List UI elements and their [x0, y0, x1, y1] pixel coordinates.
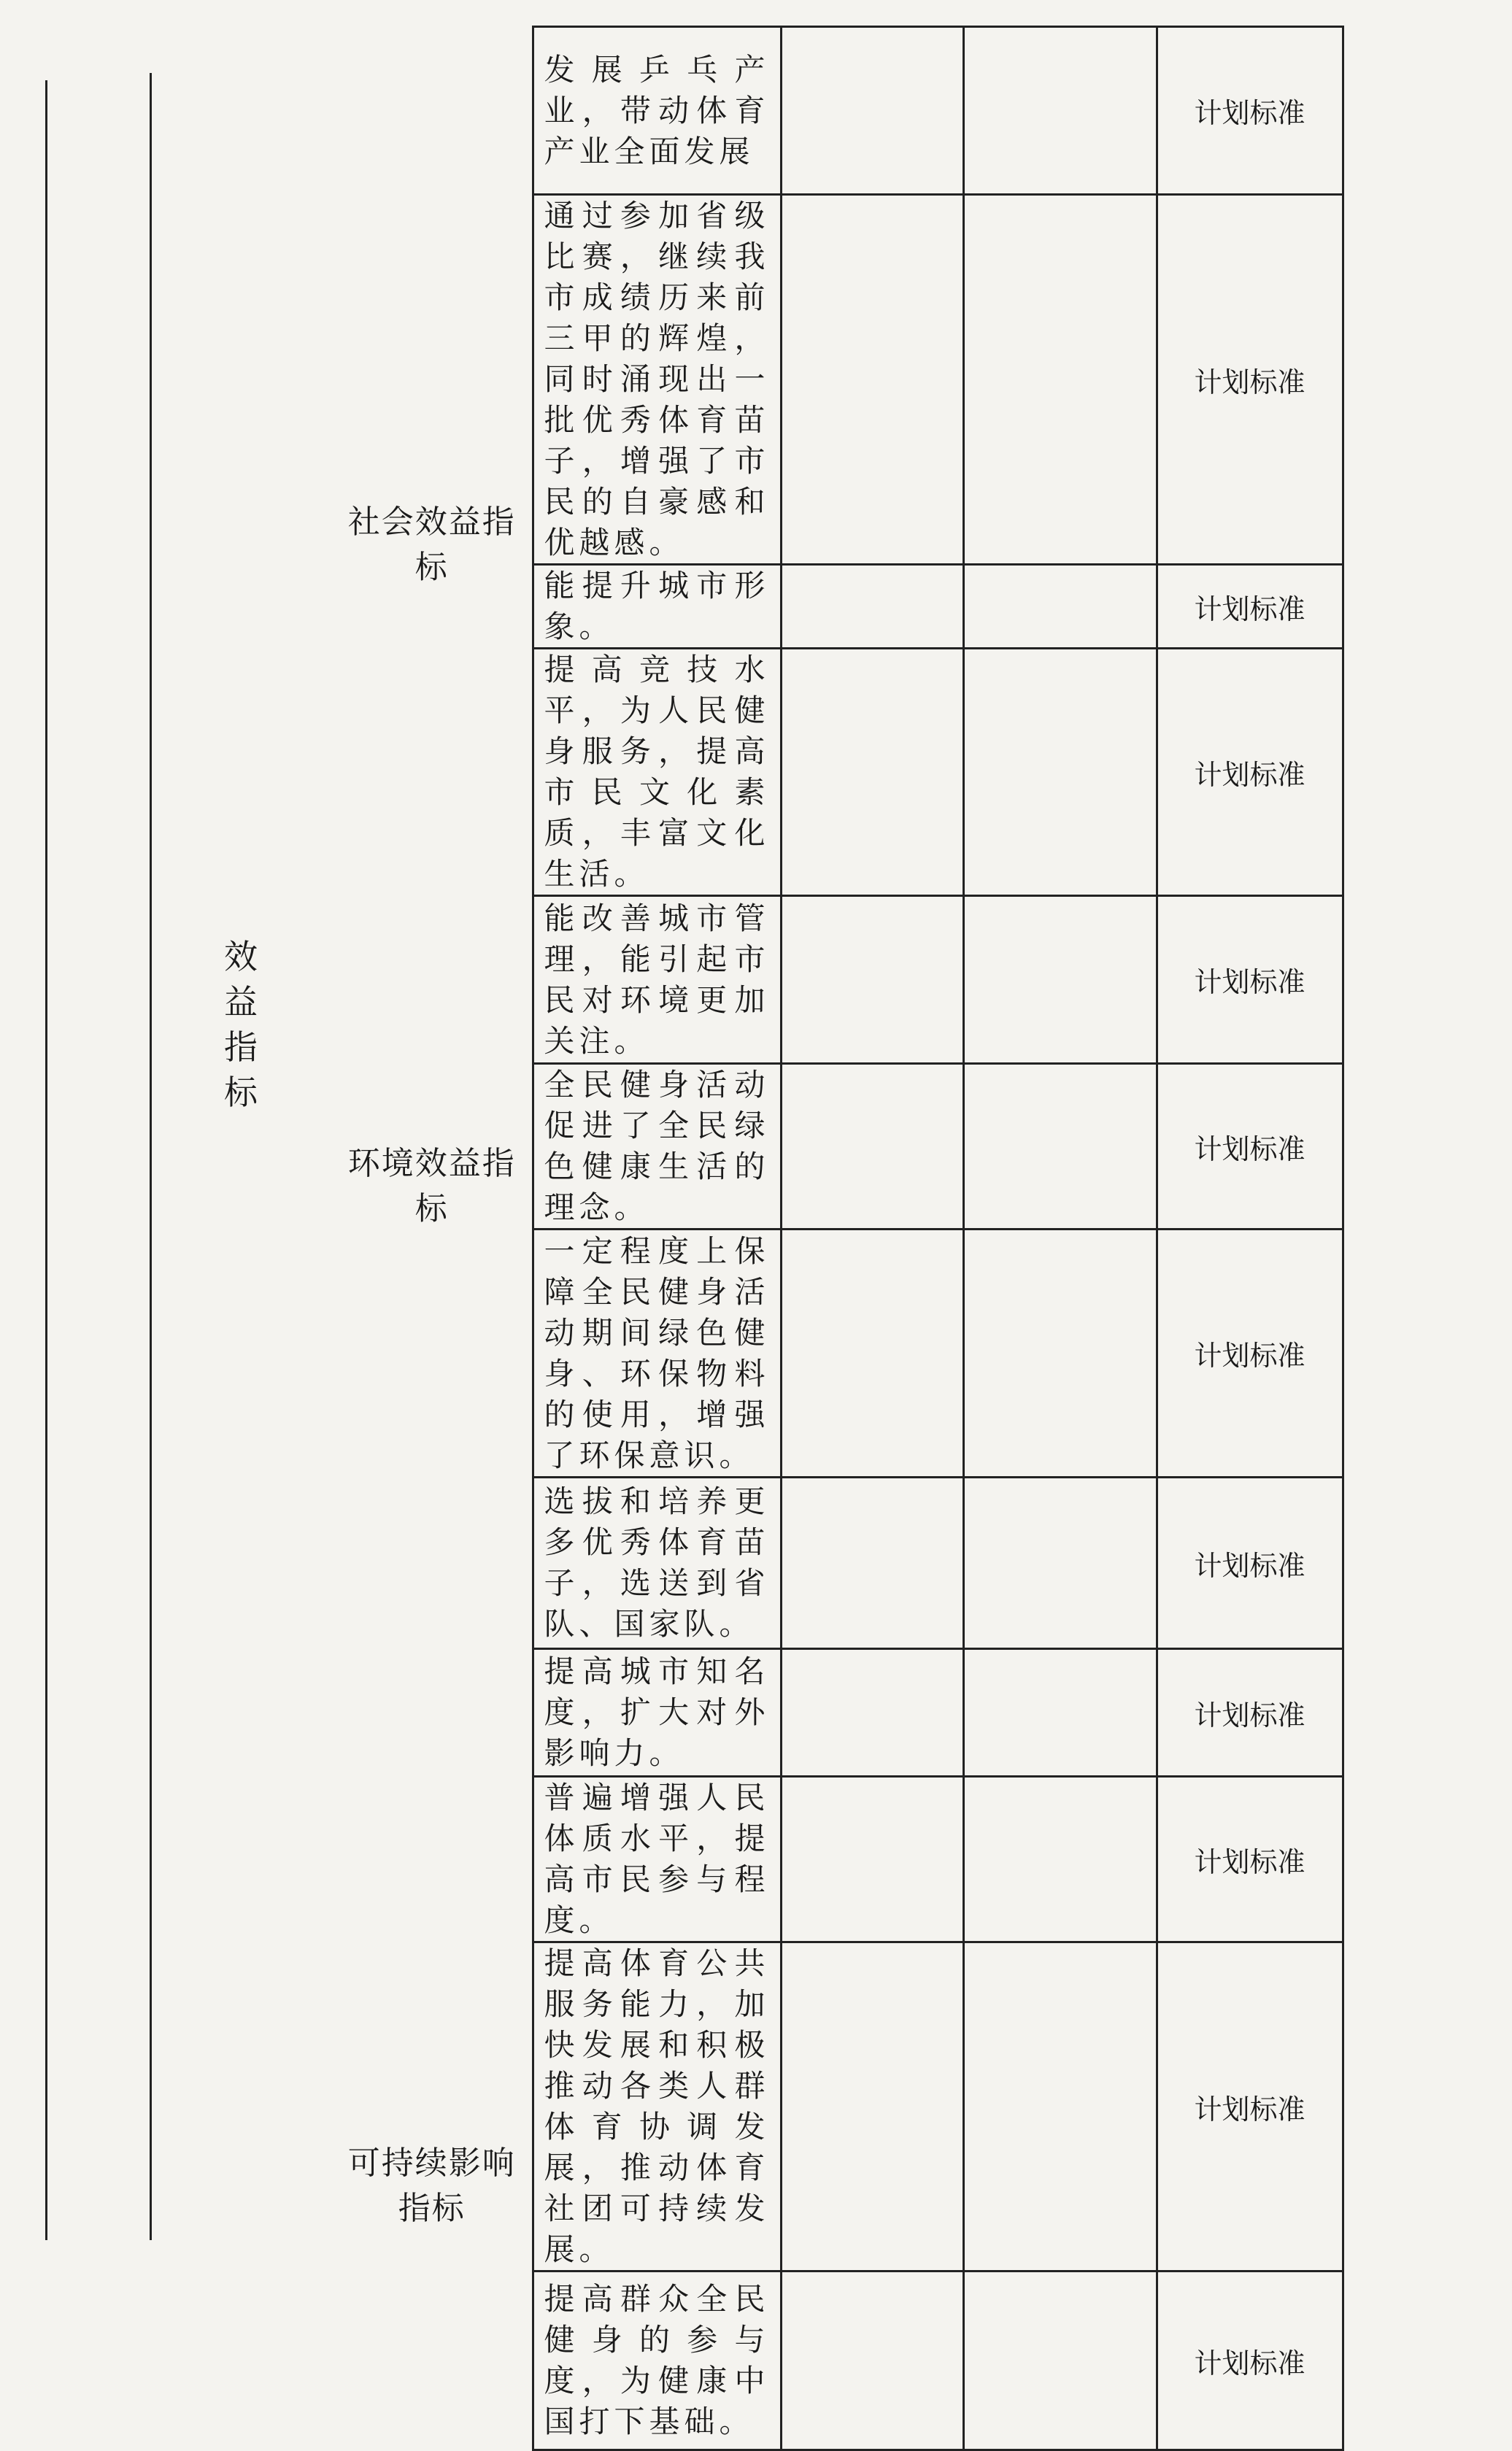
- empty-cell: [781, 565, 963, 649]
- table-row: [332, 896, 1343, 1064]
- empty-cell: [963, 1064, 1157, 1230]
- empty-cell: [963, 896, 1157, 1064]
- group-label-first: [332, 27, 533, 195]
- empty-cell: [963, 2271, 1157, 2450]
- indicator-description: 能改善城市管理，能引起市民对环境更加关注。: [533, 896, 781, 1064]
- indicator-standard: 计划标准: [1157, 896, 1343, 1064]
- indicator-standard: 计划标准: [1157, 1064, 1343, 1230]
- empty-cell: [781, 1777, 963, 1942]
- indicator-description: 提高体育公共服务能力，加快发展和积极推动各类人群体育协调发展，推动体育社团可持续发展。: [533, 1942, 781, 2271]
- indicator-description: 提高城市知名度，扩大对外影响力。: [533, 1649, 781, 1777]
- empty-cell: [963, 1942, 1157, 2271]
- empty-cell: [781, 27, 963, 195]
- empty-cell: [781, 1649, 963, 1777]
- empty-cell: [963, 1230, 1157, 1478]
- indicator-description: 通过参加省级比赛，继续我市成绩历来前三甲的辉煌，同时涌现出一批优秀体育苗子，增强了市民的自豪感和优越感。: [533, 195, 781, 565]
- indicator-description: 发展乒乓产业，带动体育产业全面发展: [533, 27, 781, 195]
- empty-cell: [781, 1230, 963, 1478]
- empty-cell: [963, 1649, 1157, 1777]
- indicator-table: [332, 26, 1344, 2451]
- indicator-description: 提高群众全民健身的参与度，为健康中国打下基础。: [533, 2271, 781, 2450]
- indicator-standard: 计划标准: [1157, 1230, 1343, 1478]
- indicator-description: 提高竞技水平，为人民健身服务，提高市民文化素质，丰富文化生活。: [533, 649, 781, 896]
- empty-cell: [963, 649, 1157, 896]
- table-row: [332, 1478, 1343, 1649]
- indicator-standard: 计划标准: [1157, 195, 1343, 565]
- group-label-environment: 环境效益指标: [332, 896, 533, 1478]
- empty-cell: [963, 565, 1157, 649]
- indicator-standard: 计划标准: [1157, 565, 1343, 649]
- indicator-description: 能提升城市形象。: [533, 565, 781, 649]
- indicator-standard: 计划标准: [1157, 649, 1343, 896]
- indicator-standard: 计划标准: [1157, 2271, 1343, 2450]
- empty-cell: [781, 1064, 963, 1230]
- indicator-description: 选拔和培养更多优秀体育苗子，选送到省队、国家队。: [533, 1478, 781, 1649]
- empty-cell: [781, 649, 963, 896]
- empty-cell: [963, 27, 1157, 195]
- table-row: [332, 27, 1343, 195]
- empty-cell: [781, 2271, 963, 2450]
- table-row: [332, 195, 1343, 565]
- indicator-standard: 计划标准: [1157, 1649, 1343, 1777]
- empty-cell: [781, 195, 963, 565]
- indicator-standard: 计划标准: [1157, 1478, 1343, 1649]
- level1-indicator-label: 效益指标: [224, 937, 258, 1112]
- indicator-description: 一定程度上保障全民健身活动期间绿色健身、环保物料的使用，增强了环保意识。: [533, 1230, 781, 1478]
- empty-cell: [781, 1478, 963, 1649]
- indicator-description: 全民健身活动促进了全民绿色健康生活的理念。: [533, 1064, 781, 1230]
- group-label-sustainability: 可持续影响指标: [332, 1478, 533, 2450]
- empty-cell: [963, 1777, 1157, 1942]
- empty-cell: [781, 1942, 963, 2271]
- indicator-standard: 计划标准: [1157, 1777, 1343, 1942]
- empty-cell: [781, 896, 963, 1064]
- indicator-standard: 计划标准: [1157, 27, 1343, 195]
- group-label-social: 社会效益指标: [332, 195, 533, 896]
- indicator-standard: 计划标准: [1157, 1942, 1343, 2271]
- empty-cell: [963, 1478, 1157, 1649]
- second-border-line: [150, 73, 152, 2240]
- left-border-line: [45, 80, 47, 2240]
- empty-cell: [963, 195, 1157, 565]
- indicator-description: 普遍增强人民体质水平，提高市民参与程度。: [533, 1777, 781, 1942]
